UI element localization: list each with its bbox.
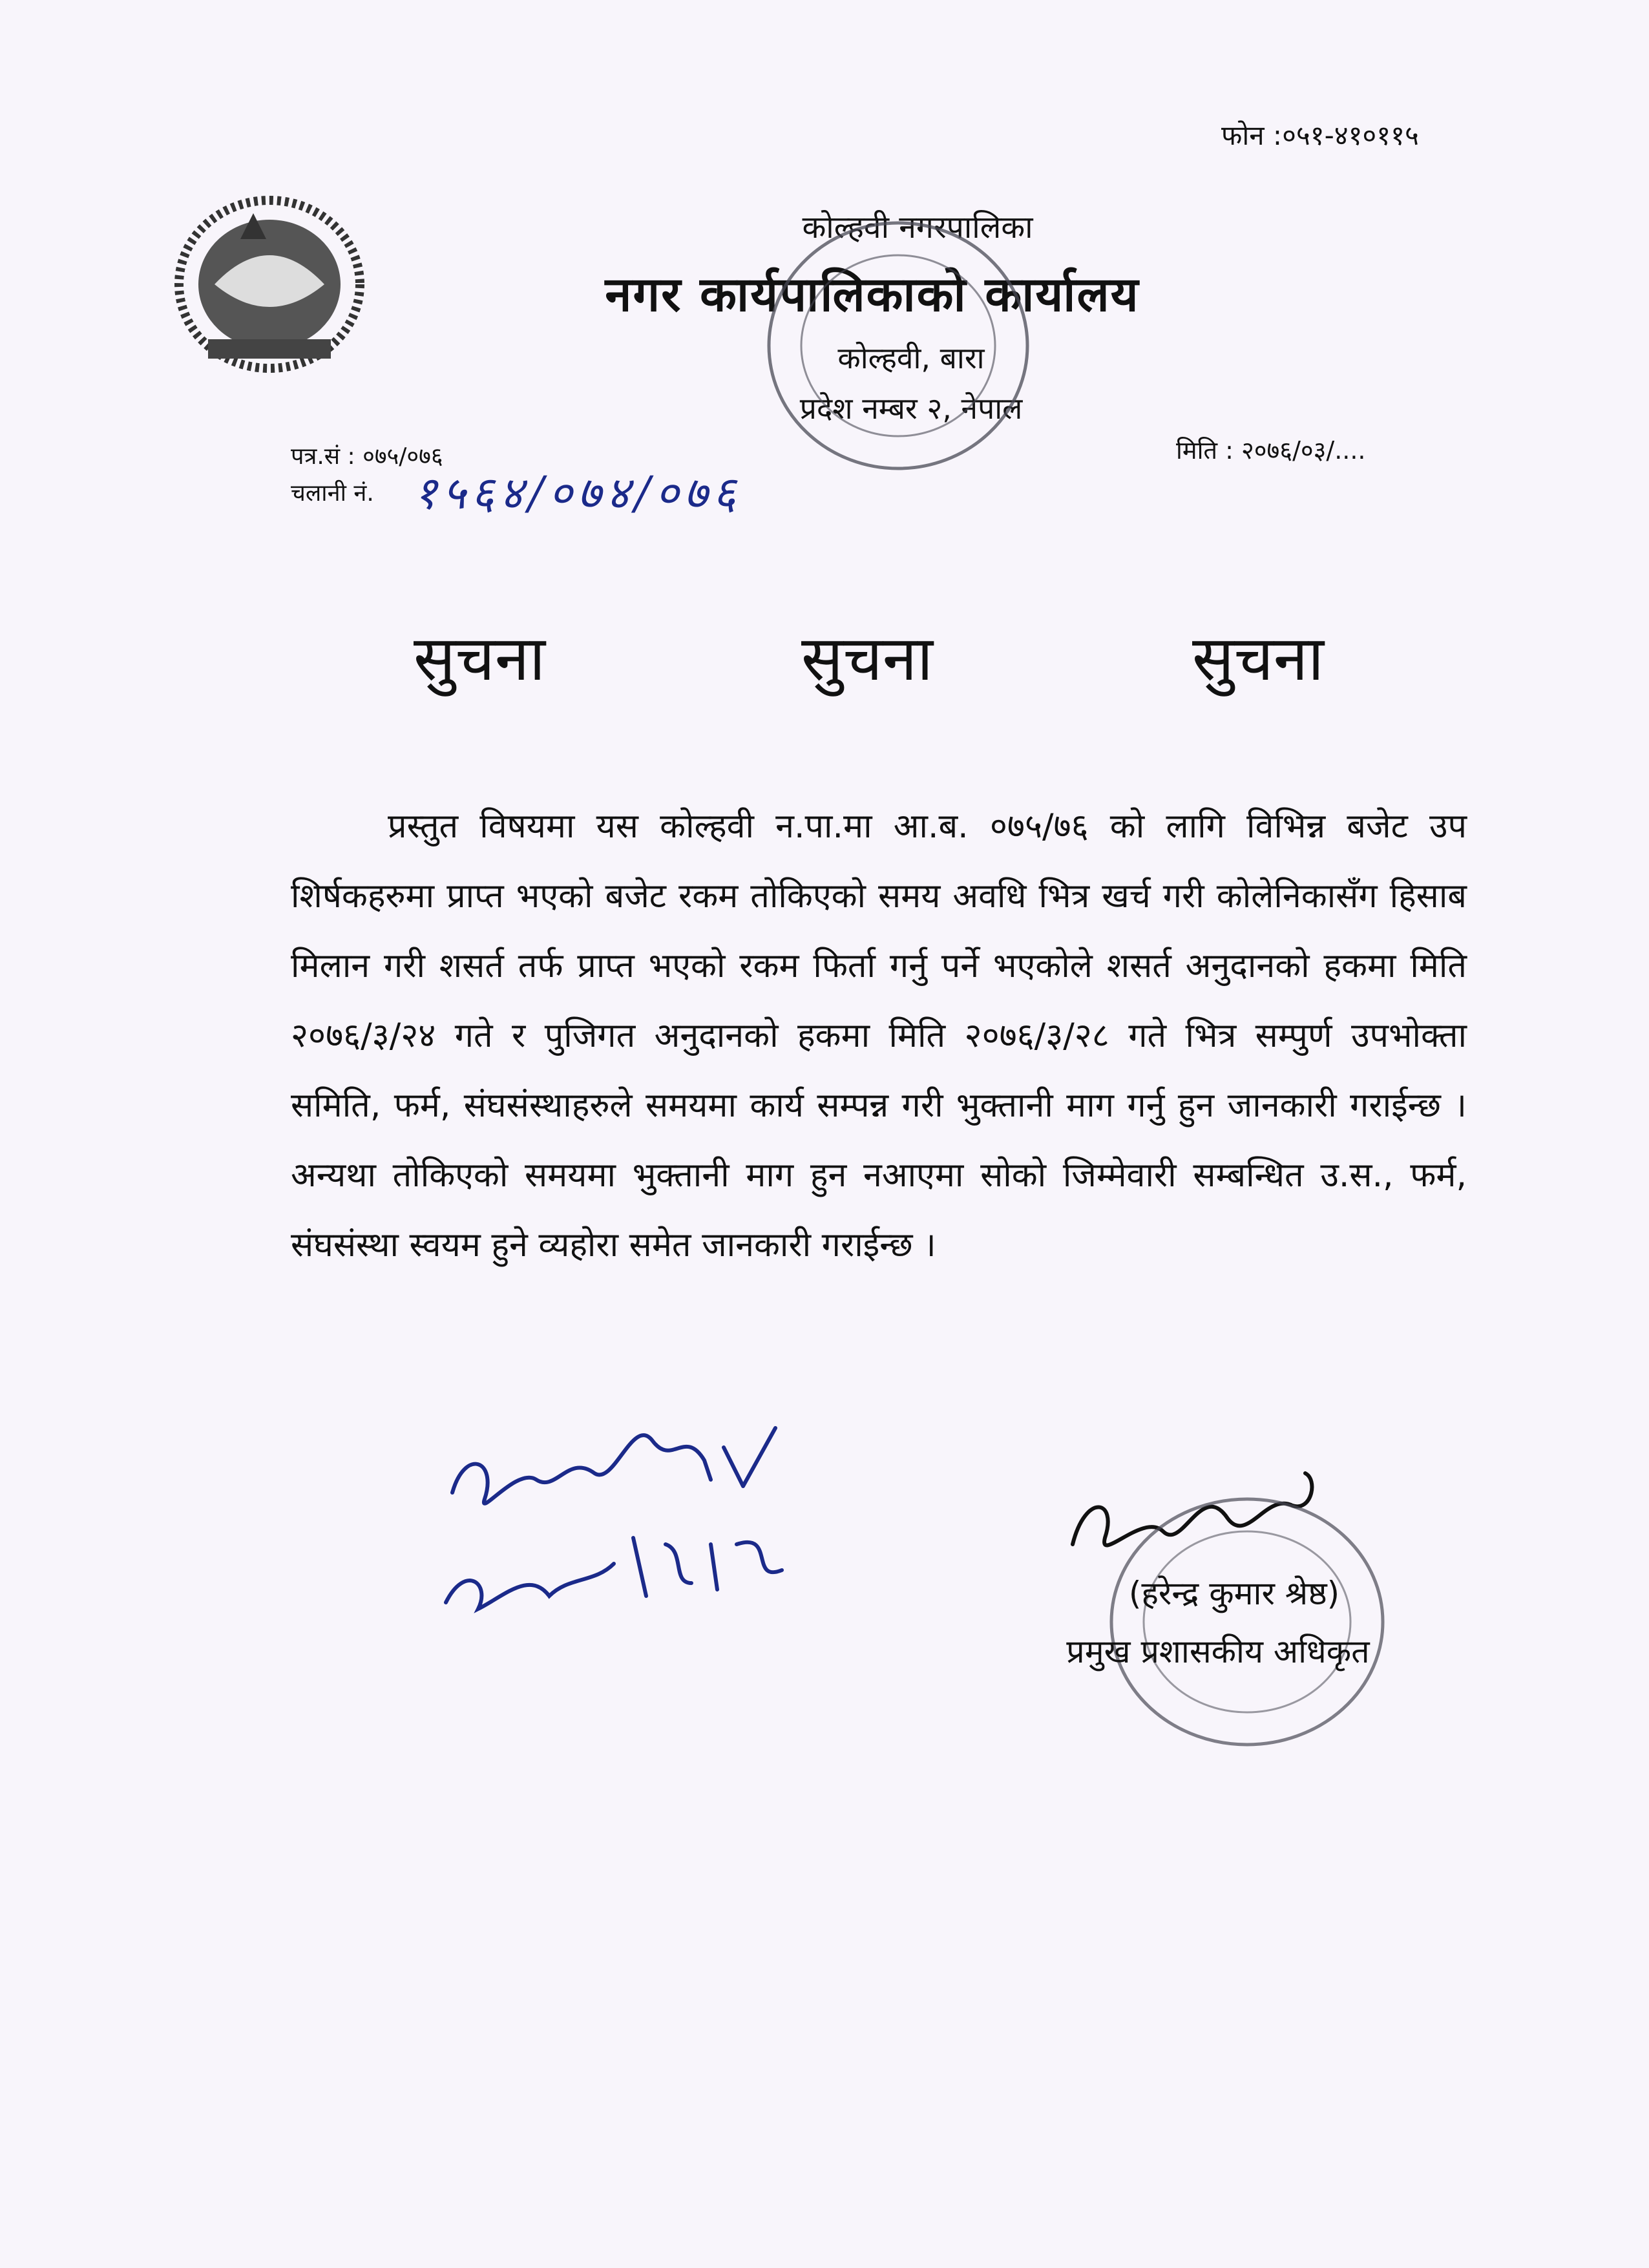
officer-stamp-icon bbox=[1098, 1486, 1396, 1758]
notice-heading-1: सुचना bbox=[414, 622, 545, 695]
signatory-title: प्रमुख प्रशासकीय अधिकृत bbox=[1066, 1633, 1370, 1670]
dispatch-number-label: चलानी नं. bbox=[291, 480, 374, 507]
letter-date: मिति : २०७६/०३/.... bbox=[1176, 436, 1366, 465]
office-title: नगर कार्यपालिकाको कार्यालय bbox=[605, 267, 1140, 322]
handwritten-signature-with-date-icon bbox=[439, 1389, 827, 1641]
letter-number: पत्र.सं : ०७५/०७६ bbox=[291, 443, 443, 470]
nepal-emblem-icon bbox=[169, 187, 370, 381]
notice-heading-3: सुचना bbox=[1192, 622, 1324, 695]
notice-heading-2: सुचना bbox=[801, 622, 933, 695]
address-line-1: कोल्हवी, बारा bbox=[837, 341, 985, 375]
dispatch-number-handwritten: १५६४/०७४/०७६ bbox=[414, 467, 742, 520]
municipality-name: कोल्हवी नगरपालिका bbox=[802, 209, 1033, 246]
notice-body: प्रस्तुत विषयमा यस कोल्हवी न.पा.मा आ.ब. ०७५/७६ को लागि विभिन्न बजेट उप शिर्षकहरुमा प्राप्त भएको बजेट रकम तोकिएको समय अवधि भित्र खर्च गरी कोलेनिकासँग हिसाब मिलान गरी शसर्त तर्फ प्राप्त भएको रकम फिर्ता गर्नु पर्ने भएकोले शसर्त अनुदानको हकमा मिति २०७६/३/२४ गते र पुजिगत अनुदानको हकमा मिति २०७६/३/२८ गते भित्र सम्पुर्ण उपभोक्ता समिति, फर्म, संघसंस्थाहरुले समयमा कार्य सम्पन्न गरी भुक्तानी माग गर्नु हुन जानकारी गराईन्छ । अन्यथा तोकिएको समयमा भुक्तानी माग हुन नआएमा सोको जिम्मेवारी सम्बन्धित उ.स., फर्म, संघसंस्था स्वयम हुने व्यहोरा समेत जानकारी गराईन्छ । bbox=[291, 807, 1467, 1265]
signatory-name: (हरेन्द्र कुमार श्रेष्ठ) bbox=[1128, 1575, 1340, 1612]
office-stamp-icon bbox=[756, 210, 1040, 481]
phone-number: फोन :०५१-४१०११५ bbox=[1221, 120, 1419, 151]
address-line-2: प्रदेश नम्बर २, नेपाल bbox=[799, 391, 1023, 426]
